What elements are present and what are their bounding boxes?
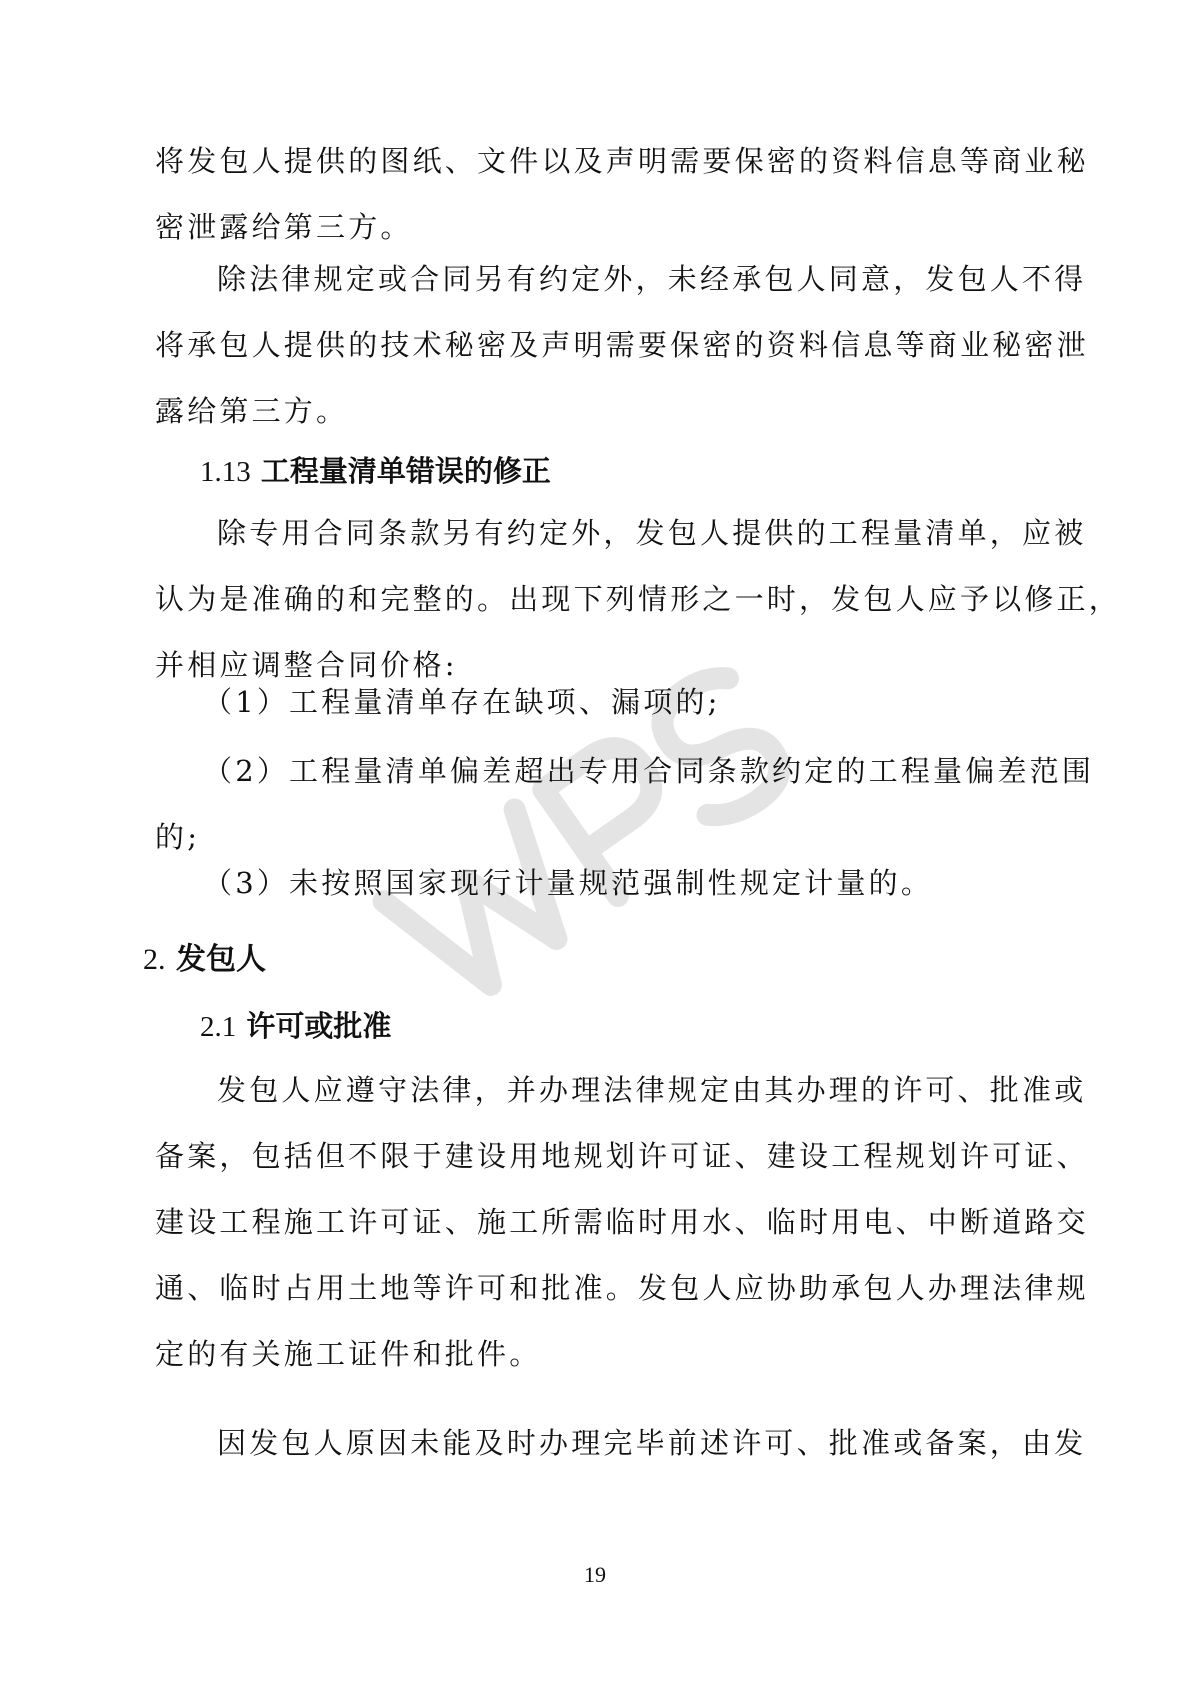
text-line: 并相应调整合同价格: (155, 648, 458, 682)
text-line: 因发包人原因未能及时办理完毕前述许可、批准或备案，由发 (217, 1426, 1087, 1460)
watermark-text: WPS (340, 640, 343, 641)
text-line: 除专用合同条款另有约定外，发包人提供的工程量清单，应被 (217, 516, 1087, 550)
section-heading-2-1 (200, 1004, 391, 1045)
paragraph-permit-delay (155, 1410, 1087, 1476)
section-number: 1.13 (200, 456, 251, 488)
paragraph-confidentiality-employer (155, 246, 1089, 444)
section-heading-1-13 (200, 449, 551, 490)
list-item: （1）工程量清单存在缺项、漏项的; (203, 685, 721, 719)
section-number: 2. (143, 943, 166, 976)
text-line: 通、临时占用土地等许可和批准。发包人应协助承包人办理法律规 (155, 1271, 1089, 1305)
text-line: 认为是准确的和完整的。出现下列情形之一时，发包人应予以修正， (155, 582, 1122, 616)
text-line: 发包人应遵守法律，并办理法律规定由其办理的许可、批准或 (217, 1073, 1087, 1107)
text-line: 的; (155, 820, 201, 854)
correction-conditions-list (155, 674, 1035, 730)
text-line: 除法律规定或合同另有约定外，未经承包人同意，发包人不得 (217, 262, 1087, 296)
text-line: 露给第三方。 (155, 394, 349, 428)
text-line: 将发包人提供的图纸、文件以及声明需要保密的资料信息等商业秘 (155, 144, 1089, 178)
section-heading-2 (143, 934, 266, 978)
text-line: 定的有关施工证件和批件。 (155, 1337, 542, 1371)
section-number: 2.1 (200, 1011, 237, 1043)
paragraph-permits-approvals (155, 1057, 1089, 1387)
text-line: 密泄露给第三方。 (155, 210, 413, 244)
text-line: 将承包人提供的技术秘密及声明需要保密的资料信息等商业秘密泄 (155, 328, 1089, 362)
section-title: 发包人 (175, 942, 266, 977)
text-line: 建设工程施工许可证、施工所需临时用水、临时用电、中断道路交 (155, 1205, 1089, 1239)
list-item: （3）未按照国家现行计量规范强制性规定计量的。 (203, 866, 934, 900)
list-item: （2）工程量清单偏差超出专用合同条款约定的工程量偏差范围 (203, 754, 1095, 788)
paragraph-bill-of-quantities (155, 500, 1122, 698)
correction-conditions-list-item-3 (155, 850, 1035, 916)
section-title: 许可或批准 (246, 1009, 392, 1043)
text-line: 备案，包括但不限于建设用地规划许可证、建设工程规划许可证、 (155, 1139, 1089, 1173)
paragraph-confidentiality-contractor (155, 128, 1089, 260)
section-title: 工程量清单错误的修正 (260, 454, 551, 488)
page-number: 19 (584, 1562, 606, 1587)
